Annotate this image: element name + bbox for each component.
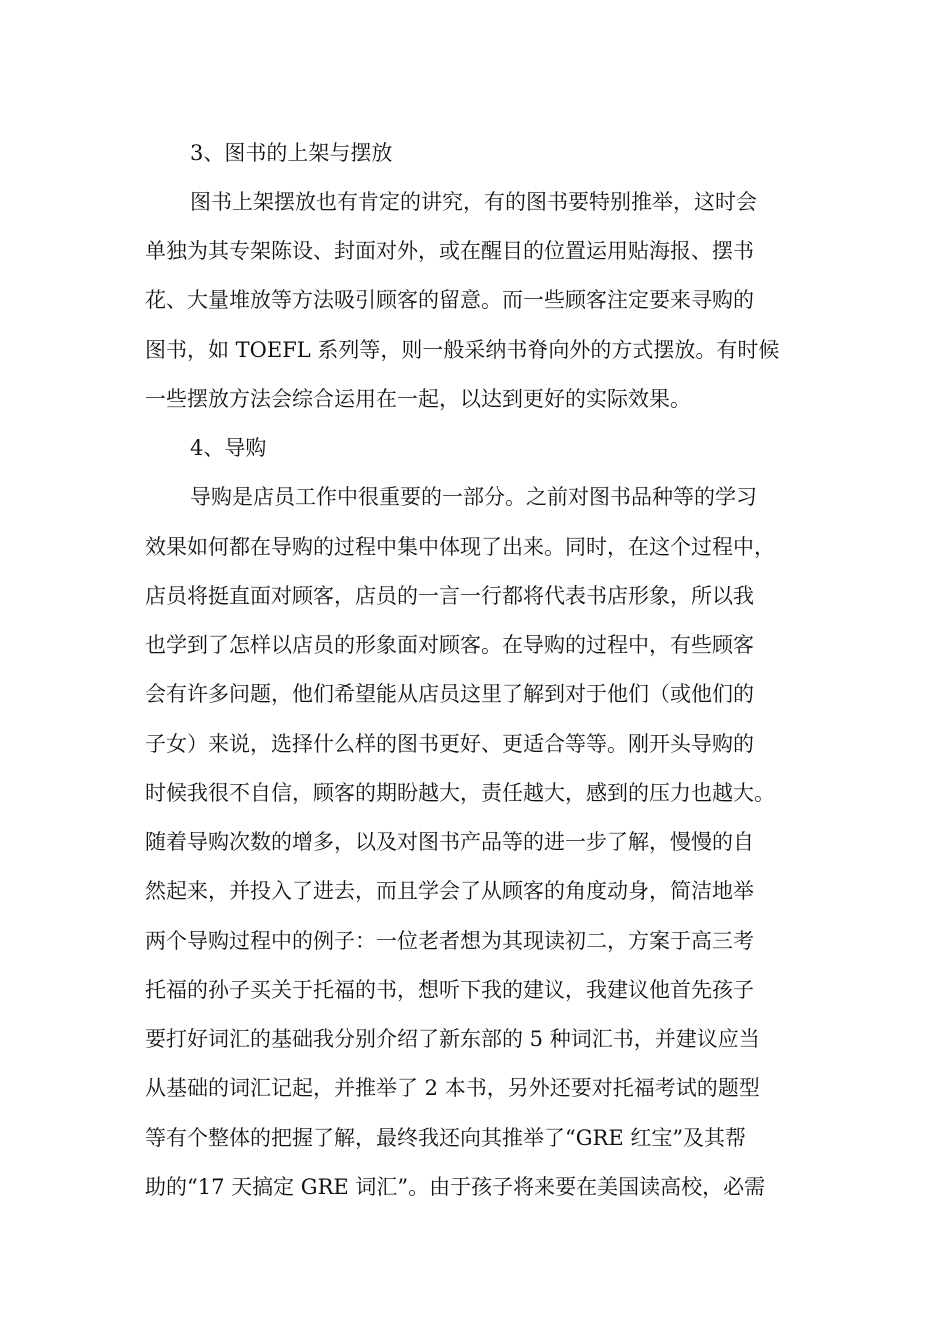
- paragraph-line: 图书上架摆放也有肯定的讲究，有的图书要特别推举，这时会: [190, 190, 757, 214]
- paragraph-line: 也学到了怎样以店员的形象面对顾客。在导购的过程中，有些顾客: [145, 633, 754, 657]
- paragraph-line: 单独为其专架陈设、封面对外，或在醒目的位置运用贴海报、摆书: [145, 239, 754, 263]
- section-heading-guided-shopping: 4、导购: [190, 436, 267, 460]
- paragraph-line: 托福的孙子买关于托福的书，想听下我的建议，我建议他首先孩子: [145, 978, 754, 1002]
- paragraph-line: 从基础的词汇记起，并推举了 2 本书，另外还要对托福考试的题型: [145, 1076, 760, 1100]
- paragraph-line: 导购是店员工作中很重要的一部分。之前对图书品种等的学习: [190, 485, 757, 509]
- paragraph-line: 会有许多问题，他们希望能从店员这里了解到对于他们（或他们的: [145, 682, 754, 706]
- section-heading-shelving: 3、图书的上架与摆放: [190, 141, 393, 165]
- paragraph-line: 子女）来说，选择什么样的图书更好、更适合等等。刚开头导购的: [145, 732, 754, 756]
- paragraph-line: 图书，如 TOEFL 系列等，则一般采纳书脊向外的方式摆放。有时候: [145, 338, 780, 362]
- paragraph-line: 店员将挺直面对顾客，店员的一言一行都将代表书店形象，所以我: [145, 584, 754, 608]
- paragraph-line: 然起来，并投入了进去，而且学会了从顾客的角度动身，简洁地举: [145, 879, 754, 903]
- paragraph-line: 助的“17 天搞定 GRE 词汇”。由于孩子将来要在美国读高校，必需: [145, 1175, 766, 1199]
- paragraph-line: 随着导购次数的增多，以及对图书产品等的进一步了解，慢慢的自: [145, 830, 754, 854]
- paragraph-line: 花、大量堆放等方法吸引顾客的留意。而一些顾客注定要来寻购的: [145, 288, 754, 312]
- paragraph-line: 时候我很不自信，顾客的期盼越大，责任越大，感到的压力也越大。: [145, 781, 775, 805]
- paragraph-line: 效果如何都在导购的过程中集中体现了出来。同时，在这个过程中，: [145, 535, 775, 559]
- paragraph-line: 等有个整体的把握了解，最终我还向其推举了“GRE 红宝”及其帮: [145, 1126, 747, 1150]
- paragraph-line: 一些摆放方法会综合运用在一起，以达到更好的实际效果。: [145, 387, 691, 411]
- paragraph-line: 要打好词汇的基础我分别介绍了新东部的 5 种词汇书，并建议应当: [145, 1027, 760, 1051]
- paragraph-line: 两个导购过程中的例子：一位老者想为其现读初二，方案于高三考: [145, 929, 754, 953]
